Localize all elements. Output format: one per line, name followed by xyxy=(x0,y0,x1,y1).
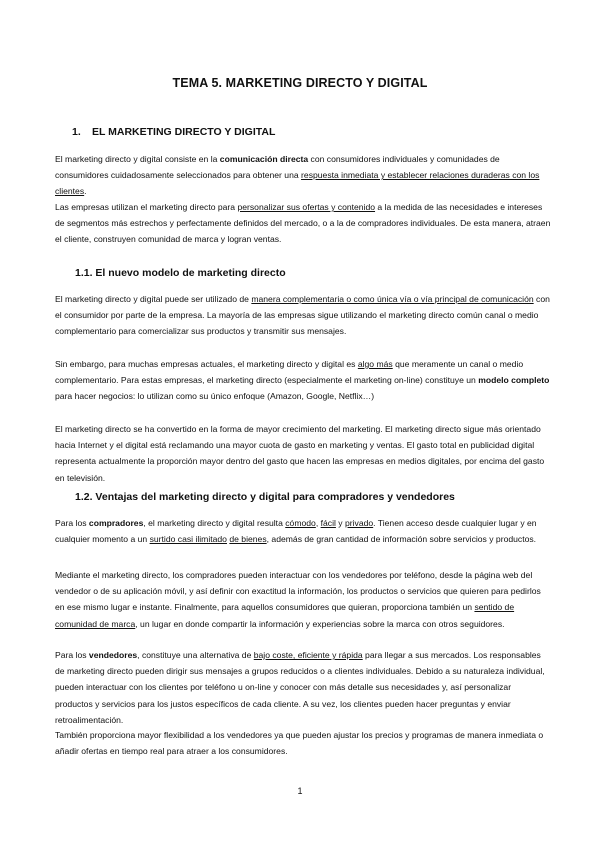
text: , constituye una alternativa de xyxy=(137,650,254,660)
text: Para los xyxy=(55,518,89,528)
paragraph-5 xyxy=(55,421,551,486)
text: y xyxy=(335,518,345,528)
underlined-text: manera complementaria o como única vía o vía principal de comunicación xyxy=(251,294,534,304)
bold-text: compradores xyxy=(88,518,144,528)
text: , el marketing directo y digital resulta xyxy=(143,518,286,528)
bold-text: modelo completo xyxy=(478,375,550,386)
text: Sin embargo, para muchas empresas actuales, el marketing directo y digital es xyxy=(55,359,358,369)
section-heading-1 xyxy=(72,126,275,138)
text: que meramente un canal o medio complementario. Para estas empresas, el marketing directo (especialmente el marketing on-line) constituye un xyxy=(55,359,524,386)
text: El marketing directo y digital puede ser utilizado de xyxy=(55,294,252,304)
text: Las empresas utilizan el marketing directo para xyxy=(55,202,238,212)
paragraph-3 xyxy=(55,291,551,340)
underlined-text: sentido de comunidad de marca xyxy=(55,602,515,629)
underlined-text: respuesta inmediata y establecer relaciones duraderas con los clientes xyxy=(55,170,540,197)
underlined-text: fácil xyxy=(320,518,336,528)
page-number: 1 xyxy=(297,786,303,796)
text: Mediante el marketing directo, los compradores pueden interactuar con los vendedores por teléfono, desde la página web del vendedor o de su aplicación móvil, y así definir con exactitud la información, los productos o servicios que quieren para pedirlos en ese mismo lugar e instante. Finalmente, para aquellos consumidores que quieran, proporciona también un xyxy=(55,570,541,613)
subsection-heading-1-1: 1.1. El nuevo modelo de marketing directo xyxy=(75,267,286,279)
text: con consumidores individuales y comunidades de consumidores cuidadosamente seleccionados para obtener una xyxy=(55,154,500,181)
underlined-text: cómodo xyxy=(285,518,316,528)
document-title: TEMA 5. MARKETING DIRECTO Y DIGITAL xyxy=(172,76,428,90)
underlined-text: personalizar sus ofertas y contenido xyxy=(237,202,376,212)
underlined-text: surtido casi ilimitado xyxy=(149,534,227,545)
text: Para los xyxy=(55,650,89,660)
text: , xyxy=(315,518,321,528)
text: . Tienen acceso desde cualquier lugar y en cualquier momento a un xyxy=(55,518,537,545)
paragraph-7 xyxy=(55,567,551,632)
bold-text: vendedores xyxy=(88,650,138,660)
subsection-heading-1-2: 1.2. Ventajas del marketing directo y digital para compradores y vendedores xyxy=(75,491,455,503)
bold-text: comunicación directa xyxy=(219,154,309,164)
text: . xyxy=(84,186,87,197)
section-heading-text: EL MARKETING DIRECTO Y DIGITAL xyxy=(92,126,276,138)
underlined-text: algo más xyxy=(357,359,393,369)
paragraph-6 xyxy=(55,515,551,547)
text: El marketing directo se ha convertido en la forma de mayor crecimiento del marketing. El marketing directo sigue más orientado hacia Internet y el digital está reclamando una mayor cuota de gasto en marketing y ventas. El gasto total en publicidad digital representa actualmente la proporción mayor dentro del gasto que hacen las empresas en medios digitales, por encima del gasto en televisión. xyxy=(55,424,545,483)
underlined-text: bajo coste, eficiente y rápida xyxy=(253,650,363,660)
paragraph-1 xyxy=(55,151,551,200)
paragraph-8 xyxy=(55,647,551,728)
paragraph-4 xyxy=(55,356,551,405)
text: , un lugar en donde compartir la información y experiencias sobre la marca con otros seguidores. xyxy=(135,618,505,629)
text: También proporciona mayor flexibilidad a los vendedores ya que pueden ajustar los precios y programas de manera inmediata o añadir ofertas en tiempo real para atraer a los consumidores. xyxy=(55,730,544,757)
text: , además de gran cantidad de información sobre servicios y productos. xyxy=(266,534,537,545)
text: a la medida de las necesidades e intereses de segmentos más estrechos y perfectamente definidos del mercado, o a la de compradores individuales. De esta manera, atraen el cliente, construyen comunidad de marca y logran ventas. xyxy=(55,202,551,245)
paragraph-2 xyxy=(55,199,551,248)
text: con el consumidor por parte de la empresa. La mayoría de las empresas sigue utilizando el marketing directo común canal o medio complementario para comercializar sus productos y transmitir sus mensajes. xyxy=(55,294,550,337)
underlined-text: de bienes xyxy=(229,534,267,545)
underlined-text: privado xyxy=(344,518,374,528)
text: para llegar a sus mercados. Los responsables de marketing directo pueden dirigir sus mensajes a grupos reducidos o a clientes individuales. Debido a su naturaleza individual, pueden interactuar con los clientes por teléfono u on-line y conocer con más detalle sus necesidades y, así personalizar productos y servicios para los justos específicos de cada cliente. A su vez, los clientes pueden hacer preguntas y enviar retroalimentación. xyxy=(55,650,545,725)
text: El marketing directo y digital consiste en la xyxy=(55,154,220,164)
paragraph-9 xyxy=(55,727,551,759)
section-number: 1. xyxy=(72,126,81,138)
text: para hacer negocios: lo utilizan como su único enfoque (Amazon, Google, Netflix…) xyxy=(55,391,375,402)
